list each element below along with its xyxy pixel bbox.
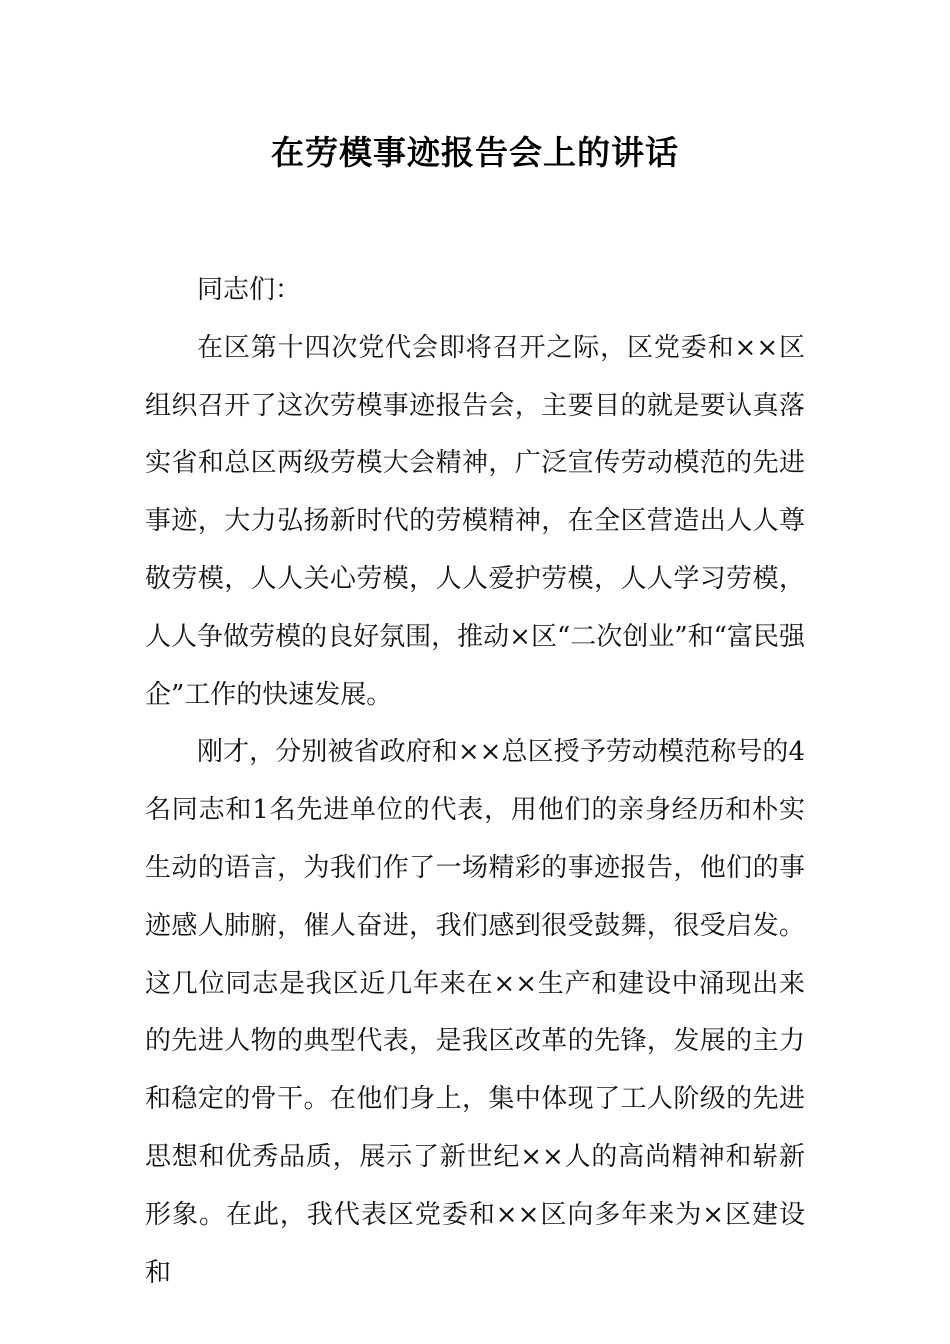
salutation: 同志们： — [197, 275, 302, 305]
paragraph-1: 在区第十四次党代会即将召开之际，区党委和××区组织召开了这次劳模事迹报告会，主要目的就是要认真落实省和总区两级劳模大会精神，广泛宣传劳动模范的先进事迹，大力弘扬新时代的劳模精神，在全区营造出人人尊敬劳模，人人关心劳模，人人爱护劳模，人人学习劳模，人人争做劳模的良好氛围，推动×区“二次创业”和“富民强企”工作的快速发展。 — [145, 332, 805, 710]
paragraph-2: 刚才，分别被省政府和××总区授予劳动模范称号的4名同志和1名先进单位的代表，用他们的亲身经历和朴实生动的语言，为我们作了一场精彩的事迹报告，他们的事迹感人肺腑，催人奋进，我们感到很受鼓舞，很受启发。这几位同志是我区近几年来在××生产和建设中涌现出来的先进人物的典型代表，是我区改革的先锋，发展的主力和稳定的骨干。在他们身上，集中体现了工人阶级的先进思想和优秀品质，展示了新世纪××人的高尚精神和崭新形象。在此，我代表区党委和××区向多年来为×区建设和 — [145, 737, 805, 1288]
document-body — [145, 262, 805, 1302]
document-title: 在劳模事迹报告会上的讲话 — [271, 133, 679, 172]
